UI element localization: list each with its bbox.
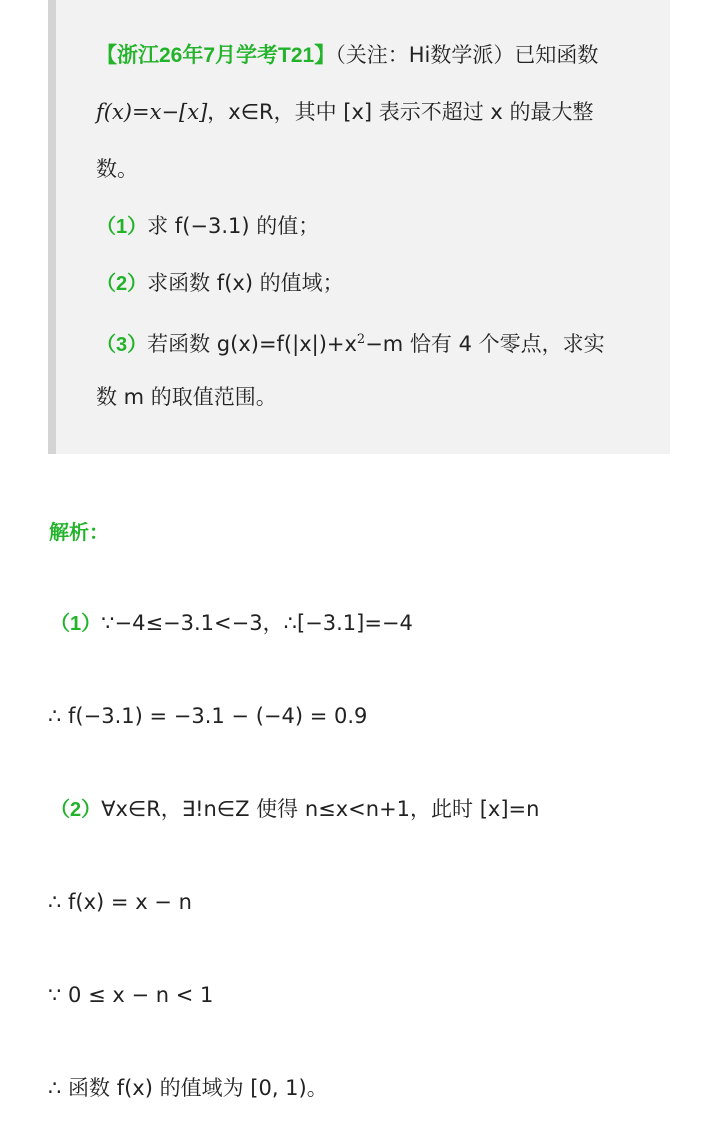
solution-step-5: ∵ 0 ≤ x − n < 1 xyxy=(48,983,214,1007)
solution-part-2-label: （2） xyxy=(50,799,102,821)
question-part-2: （2）求函数 f(x) 的值域； xyxy=(96,271,344,295)
question-box xyxy=(48,0,670,454)
part-2-label: （2） xyxy=(96,273,148,295)
floor-definition: 其中 [x] 表示不超过 x 的最大整 xyxy=(294,100,594,124)
part-3-label: （3） xyxy=(96,334,148,356)
follow-note: （关注：Hi数学派）已知函数 xyxy=(335,43,599,67)
question-line-1 xyxy=(96,40,598,71)
part-1-label: （1） xyxy=(96,216,148,238)
solution-step-1: （1）∵−4≤−3.1<−3，∴[−3.1]=−4 xyxy=(50,611,413,635)
question-part-1: （1）求 f(−3.1) 的值； xyxy=(96,214,320,238)
question-part-3-continued: 数 m 的取值范围。 xyxy=(96,385,277,409)
solution-heading: 解析： xyxy=(49,522,109,544)
solution-step-2: ∴ f(−3.1) = −3.1 − (−4) = 0.9 xyxy=(48,704,368,728)
question-line-2 xyxy=(96,97,594,127)
solution-step-4: ∴ f(x) = x − n xyxy=(48,890,192,914)
function-definition: f(x)=x−[x] xyxy=(96,100,208,124)
question-line-3: 数。 xyxy=(96,157,138,181)
solution-part-1-label: （1） xyxy=(50,613,102,635)
function-domain: ，x∈R， xyxy=(207,100,295,124)
source-tag: 【浙江26年7月学考T21】 xyxy=(96,44,336,67)
solution-step-6: ∴ 函数 f(x) 的值域为 [0, 1)。 xyxy=(48,1076,328,1100)
solution-step-3: （2）∀x∈R，∃!n∈Z 使得 n≤x<n+1，此时 [x]=n xyxy=(50,797,540,821)
question-part-3: （3）若函数 $g(x)=f(|x|)+x^2-m$ 恰有 4 个零点，求实 xyxy=(96,332,605,356)
